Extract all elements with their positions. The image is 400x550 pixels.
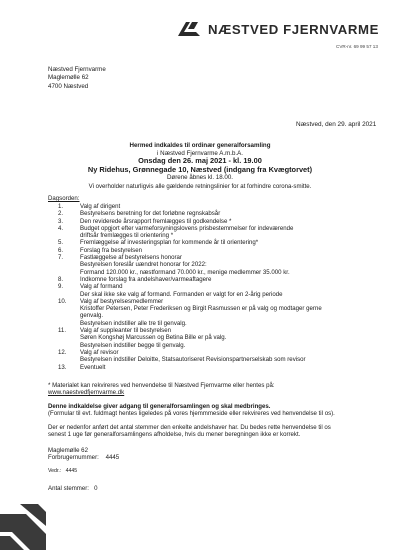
votes-value: 0 (94, 485, 98, 492)
rights-line: Der er nedenfor anført det antal stemmer den enkelte andelshaver har. Du bedes rette henvendelse til os (48, 424, 331, 431)
naestved-fjernvarme-logo-icon (176, 20, 202, 38)
agenda-item: 1. Valg af dirigent (58, 203, 121, 210)
corona-note: Vi overholder naturligvis alle gældende retningslinier for at forhindre corona-smitte. (88, 183, 312, 190)
meeting-venue: Ny Ridehus, Grønnegade 10, Næstved (indgang fra Kvægtorvet) (87, 164, 313, 174)
agenda-item-continuation: Bestyrelsen indstiller Deloitte, Statsautoriseret Revisionspartnerselskab som revisor (80, 356, 306, 364)
agenda-item: 7. Fastlæggelse af bestyrelsens honorar (58, 254, 182, 262)
footnote-text: * Materialet kan rekvireres ved henvendelse til Næstved Fjernvarme eller hentes på: (48, 382, 275, 389)
agenda-item-continuation: Kristoffer Petersen, Peter Frederiksen og Birgit Rasmussen er på valg og modtager gerne (80, 305, 322, 313)
company-logo (176, 18, 388, 40)
vedr-row: Vedr.: 4445 (48, 468, 78, 474)
admission-bold: Denne indkaldelse giver adgang til generalforsamlingen og skal medbringes. (48, 403, 271, 410)
agenda-item: 8. Indkomne forslag fra andelshaver/varmeaftagere (58, 275, 212, 283)
heading-line: i Næstved Fjernvarme A.m.b.A. (157, 149, 243, 157)
voting-rights-note (48, 424, 378, 439)
agenda-item-continuation: Bestyrelsen indstiller alle tre til genvalg. (80, 319, 187, 327)
cvr-number: CVR-nr. 69 99 57 13 (336, 44, 378, 49)
agenda-item-continuation: Bestyrelsen foreslår uændret honorar for 2022: (80, 261, 207, 269)
agenda-item-continuation: Der skal ikke ske valg af formand. Formanden er valgt for en 2-årig periode (80, 290, 283, 298)
agenda-item-continuation: Bestyrelsen indstiller begge til genvalg. (80, 341, 186, 349)
forbruger-row: Forbrugernummer: 4445 (48, 454, 120, 462)
agenda-list (48, 203, 378, 371)
forbruger-value: 4445 (105, 454, 120, 462)
rights-line: senest 1 uge før generalforsamlingens afholdelse, hvis du mener beregningen ikke er korrekt. (48, 431, 301, 439)
admission-text: (Formular til evt. fuldmagt hentes ligeledes på vores hjemmmeside eller rekvireres ved henvendelse til os). (48, 410, 335, 418)
recipient-address (48, 66, 106, 91)
heading-line: Hermed indkaldes til ordinær generalforsamling (129, 142, 271, 149)
agenda-item: 5. Fremlæggelse af investeringsplan for kommende år til orientering* (58, 239, 259, 247)
agenda-item: 11. Valg af suppleanter til bestyrelsen (58, 327, 172, 335)
agenda-item: 12. Valg af revisor (58, 348, 119, 356)
agenda-item-continuation: genvalg. (80, 312, 104, 320)
agenda-item: 9. Valg af formand (58, 283, 123, 291)
agenda-item-continuation: driftsår fremlægges til orientering * (80, 232, 174, 240)
recipient-line: Maglemølle 62 (48, 74, 89, 82)
votes-row: Antal stemmer: 0 (48, 485, 98, 492)
agenda-item-continuation: Formand 120.000 kr., næstformand 70.000 kr., menige medlemmer 35.000 kr. (80, 268, 290, 276)
website-link[interactable]: www.naestvedfjernvarme.dk (48, 389, 125, 397)
agenda-title: Dagsorden: (48, 195, 80, 202)
heading-line: Dørene åbnes kl. 18.00. (166, 174, 234, 182)
agenda-item: 2. Bestyrelsens beretning for det forløbne regnskabsår (58, 210, 221, 218)
invitation-heading (0, 142, 400, 182)
agenda-item: 3. Den reviderede årsrapport fremlægges til godkendelse * (58, 217, 232, 225)
agenda-item-continuation: Søren Kongshøj Marcussen og Betina Bille er på valg. (80, 334, 227, 342)
vedr-value: 4445 (65, 468, 78, 474)
member-info (48, 447, 378, 462)
material-footnote (48, 382, 378, 397)
recipient-line: Næstved Fjernvarme (48, 66, 106, 73)
agenda-item: 4. Budget opgjort efter varmeforsyningslovens prisbestemmelser for indeværende (58, 224, 294, 232)
letter-date: Næstved, den 29. april 2021 (296, 121, 377, 128)
agenda-item: 13. Eventuelt (58, 363, 106, 371)
member-address: Maglemølle 62 (48, 447, 88, 454)
logo-text: NÆSTVED FJERNVARME (208, 21, 380, 37)
agenda-item: 10. Valg af bestyrelsesmedlemmer (58, 297, 164, 305)
admission-note (48, 403, 378, 418)
recipient-line: 4700 Næstved (48, 82, 89, 90)
watermark-logo-icon (0, 500, 46, 550)
meeting-date: Onsdag den 26. maj 2021 - kl. 19.00 (138, 156, 262, 166)
agenda-item: 6. Forslag fra bestyrelsen (58, 246, 142, 254)
